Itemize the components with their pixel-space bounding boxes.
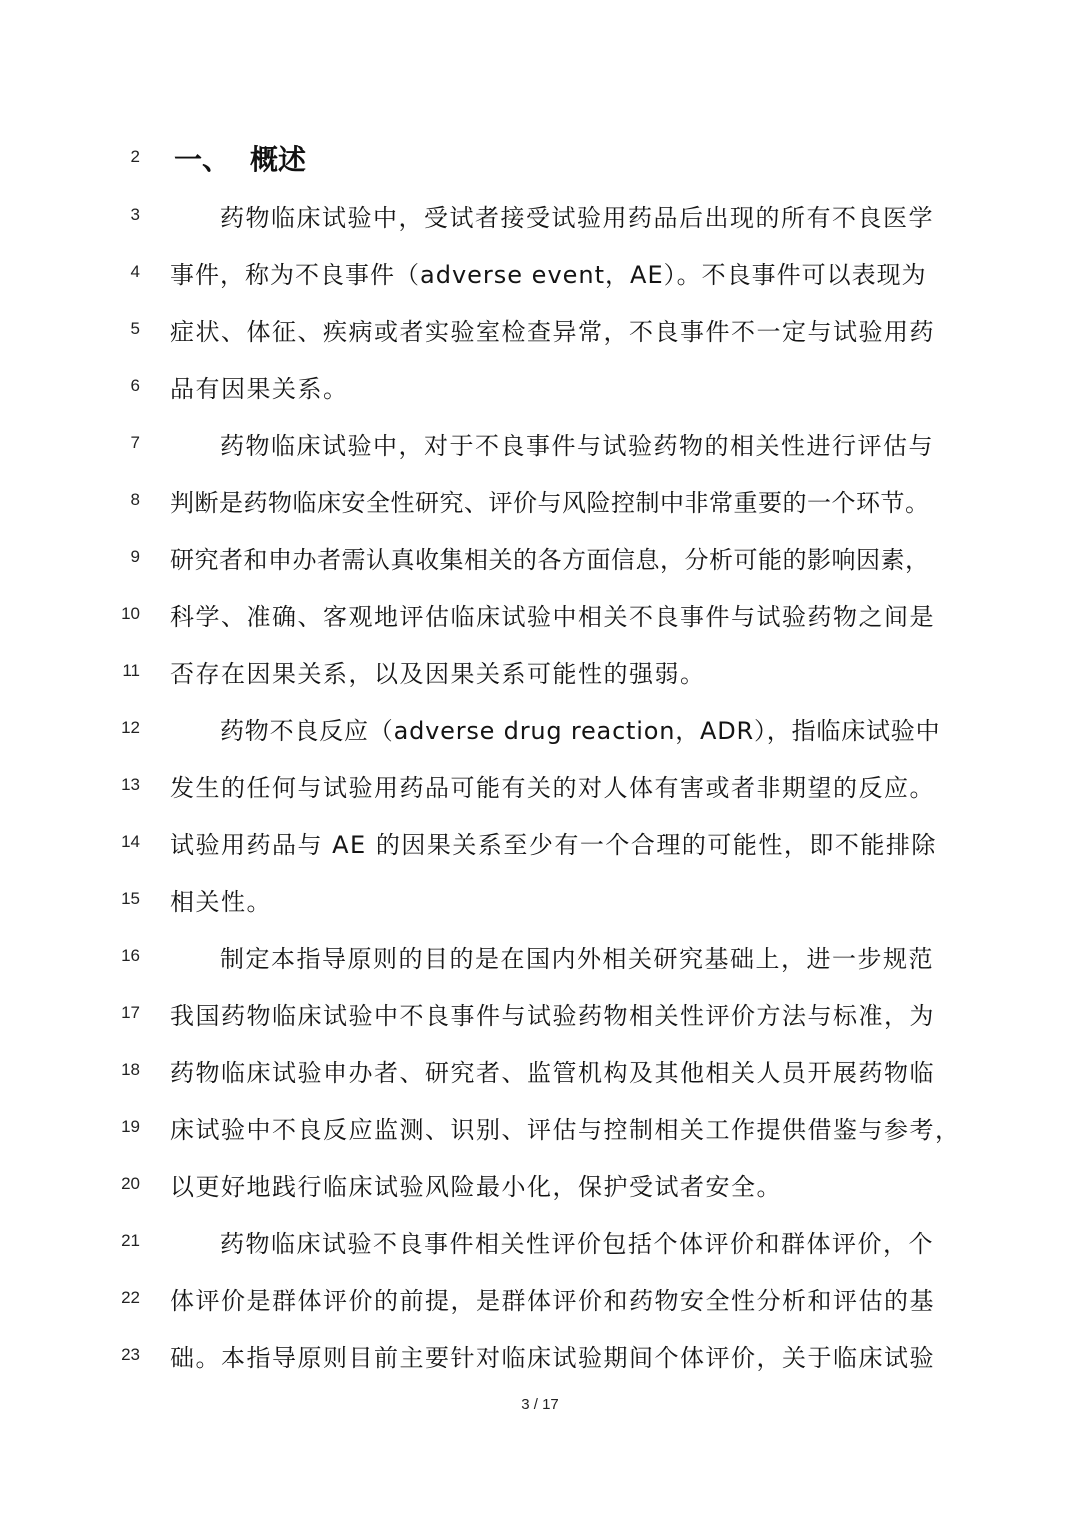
paragraph-line: 试验用药品与 AE 的因果关系至少有一个合理的可能性，即不能排除 (170, 831, 937, 859)
line-number: 14 (121, 832, 140, 851)
line-number: 2 (130, 147, 140, 166)
paragraph-line: 础。本指导原则目前主要针对临床试验期间个体评价，关于临床试验 (170, 1344, 935, 1372)
paragraph-line: 床试验中不良反应监测、识别、评估与控制相关工作提供借鉴与参考， (170, 1116, 961, 1144)
paragraph-line: 判断是药物临床安全性研究、评价与风险控制中非常重要的一个环节。 (170, 489, 930, 517)
line-number: 23 (121, 1345, 140, 1364)
line-number: 12 (121, 718, 140, 737)
line-number: 4 (130, 262, 140, 281)
line-number: 21 (121, 1231, 140, 1250)
line-number: 9 (130, 547, 140, 566)
paragraph-line: 以更好地践行临床试验风险最小化，保护受试者安全。 (170, 1173, 782, 1201)
section-title: 概述 (250, 143, 307, 176)
page-indicator: 3 / 17 (521, 1396, 559, 1413)
paragraph-line: 体评价是群体评价的前提，是群体评价和药物安全性分析和评估的基 (170, 1287, 935, 1315)
paragraph-line: 药物临床试验中，受试者接受试验用药品后出现的所有不良医学 (220, 204, 934, 232)
line-number: 3 (130, 205, 140, 224)
paragraph-line: 研究者和申办者需认真收集相关的各方面信息，分析可能的影响因素， (170, 546, 930, 574)
line-number: 20 (121, 1174, 140, 1193)
line-number: 19 (121, 1117, 140, 1136)
line-number: 22 (121, 1288, 140, 1307)
paragraph-line: 我国药物临床试验中不良事件与试验药物相关性评价方法与标准，为 (170, 1002, 935, 1030)
paragraph-line: 否存在因果关系，以及因果关系可能性的强弱。 (170, 660, 706, 688)
paragraph-line: 品有因果关系。 (170, 375, 349, 403)
paragraph-line: 相关性。 (170, 888, 272, 916)
paragraph-line: 药物临床试验中，对于不良事件与试验药物的相关性进行评估与 (220, 432, 934, 460)
line-number: 16 (121, 946, 140, 965)
paragraph-line: 发生的任何与试验用药品可能有关的对人体有害或者非期望的反应。 (170, 774, 935, 802)
paragraph-line: 事件，称为不良事件（adverse event，AE）。不良事件可以表现为 (170, 261, 927, 289)
line-number: 5 (130, 319, 140, 338)
paragraph-line: 药物不良反应（adverse drug reaction，ADR），指临床试验中 (220, 717, 941, 745)
line-number: 8 (130, 490, 140, 509)
paragraph-line: 药物临床试验不良事件相关性评价包括个体评价和群体评价，个 (220, 1230, 934, 1258)
paragraph-line: 药物临床试验申办者、研究者、监管机构及其他相关人员开展药物临 (170, 1059, 935, 1087)
paragraph-line: 症状、体征、疾病或者实验室检查异常，不良事件不一定与试验用药 (170, 318, 935, 346)
line-number: 7 (130, 433, 140, 452)
line-number: 15 (121, 889, 140, 908)
line-number: 10 (121, 604, 140, 623)
section-number: 一、 (174, 143, 231, 176)
line-number: 6 (130, 376, 140, 395)
line-number: 17 (121, 1003, 140, 1022)
line-number: 18 (121, 1060, 140, 1079)
line-number: 13 (121, 775, 140, 794)
paragraph-line: 科学、准确、客观地评估临床试验中相关不良事件与试验药物之间是 (170, 603, 935, 631)
paragraph-line: 制定本指导原则的目的是在国内外相关研究基础上，进一步规范 (220, 945, 934, 973)
line-number: 11 (122, 661, 140, 680)
